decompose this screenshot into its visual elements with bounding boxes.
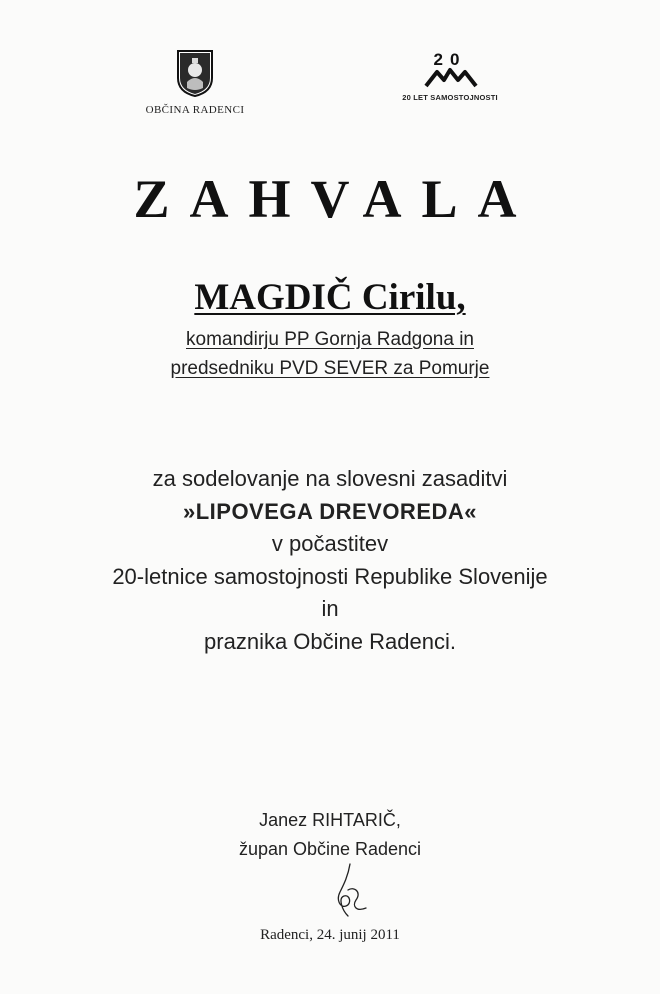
- place-and-date: Radenci, 24. junij 2011: [260, 927, 400, 943]
- signatory-block: [0, 806, 660, 864]
- anniversary-label: 20 LET SAMOSTOJNOSTI: [402, 93, 498, 102]
- recipient-block: [0, 276, 660, 383]
- document-title: ZAHVALA: [133, 169, 537, 229]
- mountain-20-logo-icon: [420, 48, 480, 90]
- recipient-name: MAGDIČ Cirilu,: [194, 277, 466, 318]
- body-line-2: »LIPOVEGA DREVOREDA«: [182, 498, 478, 524]
- body-line-6: praznika Občine Radenci.: [204, 628, 456, 654]
- body-line-3: v počastitev: [271, 531, 389, 556]
- municipality-label: OBČINA RADENCI: [145, 104, 245, 116]
- body-line-1: za sodelovanje na slovesni zasaditvi: [152, 466, 508, 491]
- anniversary-numerals: 20: [433, 50, 467, 69]
- handwritten-signature-icon: [326, 862, 376, 920]
- acknowledgement-text: [0, 463, 660, 658]
- signatory-name: Janez RIHTARIČ,: [259, 810, 401, 830]
- municipality-header: [130, 48, 260, 116]
- body-line-5: in: [321, 596, 339, 621]
- body-line-4: 20-letnice samostojnosti Republike Slovenije: [112, 563, 548, 589]
- signatory-title: župan Občine Radenci: [238, 839, 422, 859]
- recipient-role-line-1: komandirju PP Gornja Radgona in: [186, 329, 474, 350]
- anniversary-header: [375, 48, 525, 102]
- coat-of-arms-icon: [175, 48, 215, 98]
- recipient-role-line-2: predsedniku PVD SEVER za Pomurje: [170, 358, 490, 379]
